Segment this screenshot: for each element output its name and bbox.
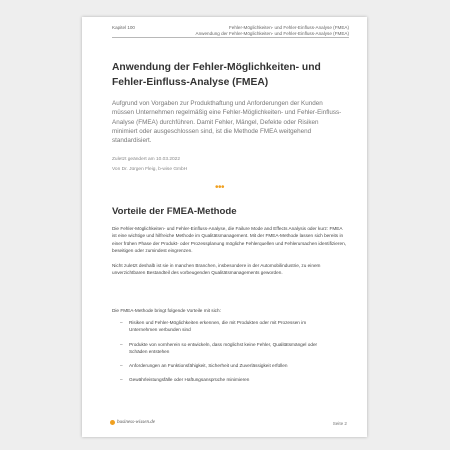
brand-logo (110, 420, 155, 425)
document-page (82, 17, 367, 437)
benefits-list (120, 319, 335, 391)
list-item-text: Risiken und Fehler-Möglichkeiten erkennen, die mit Produkten oder mit Prozessen im Unternehmen verbunden sind (129, 320, 307, 333)
list-item (120, 376, 335, 383)
separator-dots: ••• (215, 182, 225, 193)
section-title: Vorteile der FMEA-Methode (112, 206, 237, 217)
article-intro: Aufgrund von Vorgaben zur Produkthaftung und Anforderungen der Kunden müssen Unternehmen regelmäßig eine Fehler-Möglichkeiten- und Fehler-Einfluss-Analyse (FMEA) durchführen. Damit Fehler, Mängel, Defekte oder Risiken minimiert oder ausgeschlossen sind, ist die Methode FMEA weitgehend standardisiert. (112, 100, 342, 145)
list-item (120, 319, 335, 334)
logo-text: business-wissen.de (117, 420, 155, 425)
section-paragraph-2: Nicht zuletzt deshalb ist sie in manchen Branchen, insbesondere in der Automobilindustrie, zu einem unverzichtbaren Bestandteil des vorbeugenden Qualitätsmanagements geworden. (112, 263, 321, 276)
updated-date: Zuletzt geändert am 10.03.2022 (112, 157, 181, 162)
running-title-1: Fehler-Möglichkeiten- und Fehler-Einfluss-Analyse (FMEA) (229, 25, 349, 30)
section-paragraph-1: Die Fehler-Möglichkeiten- und Fehler-Einfluss-Analyse, die Failure Mode and Effects Analysis oder kurz: FMEA ist eine wichtige und hilfreiche Methode im Qualitätsmanagement. Mit der FMEA-Methode lassen sich bereits in einer frühen Phase der Produkt- oder Prozessplanung mögliche Fehlerquellen und Fehlerursachen identifizieren, beseitigen oder zumindest eingrenzen. (112, 226, 346, 253)
author-line: Von Dr. Jürgen Fleig, b-wise GmbH (112, 167, 188, 172)
list-item-text: Anforderungen an Funktionsfähigkeit, Sicherheit und Zuverlässigkeit erfüllen (129, 363, 288, 369)
list-dash: – (120, 377, 123, 383)
section-paragraph-3: Die FMEA-Methode bringt folgende Vorteile mit sich: (112, 308, 221, 313)
chapter-label: Kapitel 100 (112, 25, 135, 30)
running-header (196, 25, 349, 36)
list-item-text: Produkte von vornherein so entwickeln, dass möglichst keine Fehler, Qualitätsmängel oder Schäden entstehen (129, 341, 318, 354)
article-title: Anwendung der Fehler-Möglichkeiten- und Fehler-Einfluss-Analyse (FMEA) (112, 62, 321, 88)
list-dash: – (120, 363, 123, 369)
running-title-2: Anwendung der Fehler-Möglichkeiten- und Fehler-Einfluss-Analyse (FMEA) (195, 30, 349, 36)
logo-dot-icon (110, 420, 115, 425)
list-dash: – (120, 341, 123, 347)
page-number: Seite 2 (332, 421, 347, 426)
header-divider (112, 37, 349, 38)
list-item (120, 341, 335, 356)
list-item (120, 362, 335, 369)
list-dash: – (120, 320, 123, 325)
list-item-text: Gewährleistungsfälle oder Haftungsansprüche minimieren (129, 377, 250, 383)
